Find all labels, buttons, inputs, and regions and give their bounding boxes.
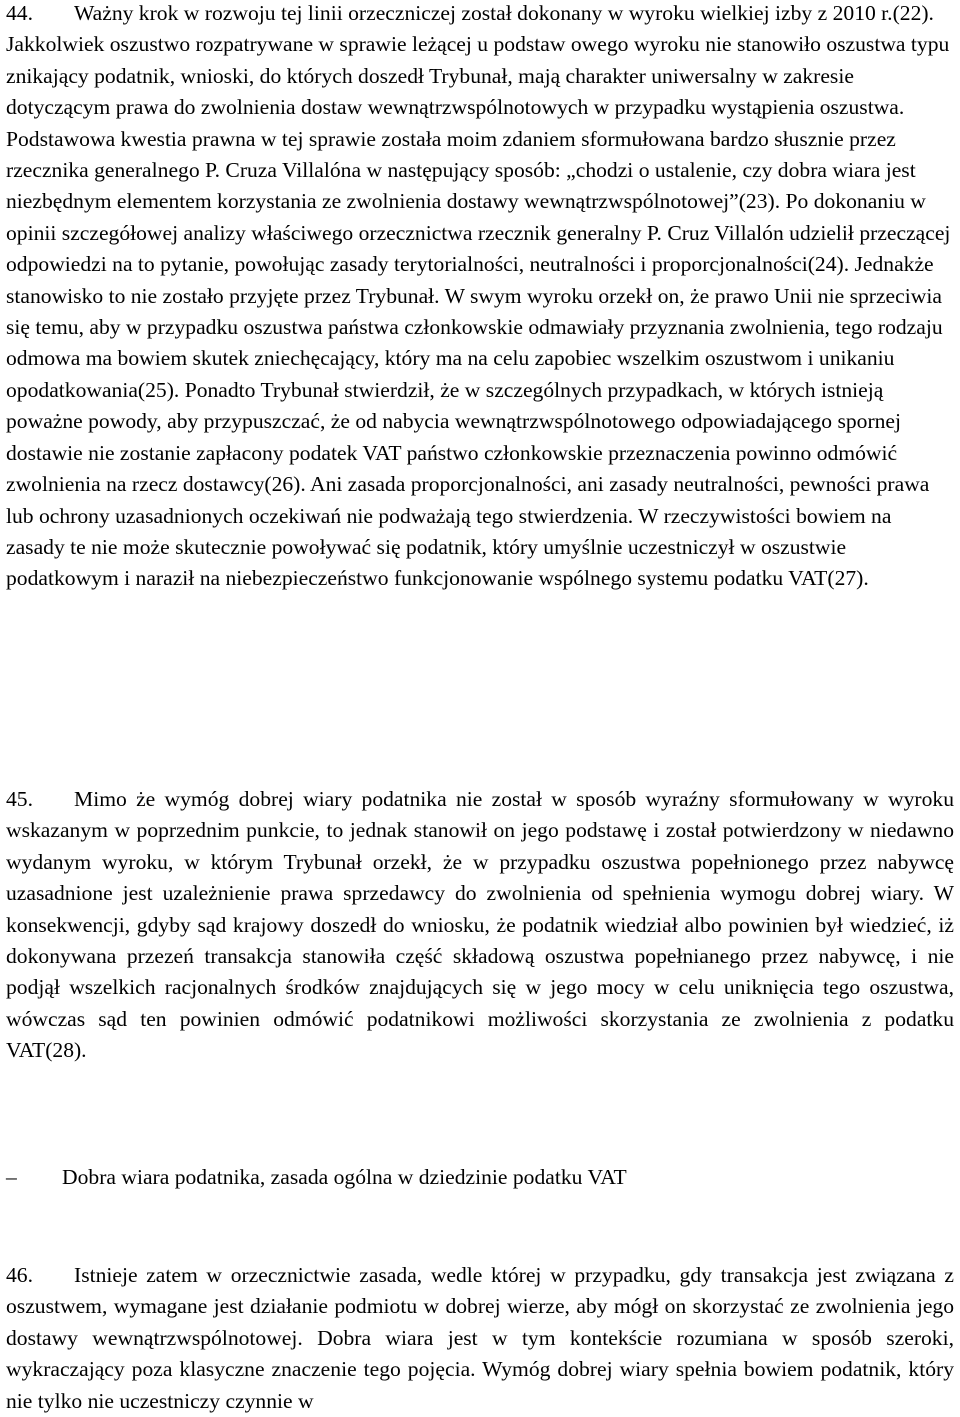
- paragraph-text: Istnieje zatem w orzecznictwie zasada, wedle której w przypadku, gdy transakcja jest związana z oszustwem, wymagane jest działanie podmiotu w dobrej wierze, aby mógł on skorzystać ze zwolnienia jego dostawy wewnątrzwspólnotowej. Dobra wiara jest w tym kontekście rozumiana w sposób szeroki, wykraczający poza klasyczne znaczenie tego pojęcia. Wymóg dobrej wiary spełnia bowiem podatnik, który nie tylko nie uczestniczy czynnie w: [6, 1263, 954, 1413]
- paragraph-number: 45.: [6, 787, 33, 811]
- paragraph-text: Mimo że wymóg dobrej wiary podatnika nie został w sposób wyraźny sformułowany w wyroku wskazanym w poprzednim punkcie, to jednak stanowił on jego podstawę i został potwierdzony w niedawno wydanym wyroku, w którym Trybunał orzekł, że w przypadku oszustwa popełnionego przez nabywcę uzasadnione jest uzależnienie prawa sprzedawcy do zwolnienia od spełnienia wymogu dobrej wiary. W konsekwencji, gdyby sąd krajowy doszedł do wniosku, że podatnik wiedział albo powinien był wiedzieć, iż dokonywana przezeń transakcja stanowiła część składową oszustwa popełnianego przez nabywcę, i nie podjął wszelkich racjonalnych środków znajdujących się w jego mocy w celu uniknięcia tego oszustwa, wówczas sąd ten powinien odmówić podatnikowi możliwości skorzystania ze zwolnienia z podatku VAT(28).: [6, 787, 954, 1063]
- paragraph-number: 46.: [6, 1263, 33, 1287]
- heading-dash: –: [6, 1165, 17, 1189]
- paragraph-45: [6, 784, 954, 1067]
- paragraph-text: Ważny krok w rozwoju tej linii orzeczniczej został dokonany w wyroku wielkiej izby z 2010 r.(22). Jakkolwiek oszustwo rozpatrywane w sprawie leżącej u podstaw owego wyroku nie stanowiło oszustwa typu znikający podatnik, wnioski, do których doszedł Trybunał, mają charakter uniwersalny w zakresie dotyczącym prawa do zwolnienia dostaw wewnątrzwspólnotowych w przypadku wystąpienia oszustwa. Podstawowa kwestia prawna w tej sprawie została moim zdaniem sformułowana bardzo słusznie przez rzecznika generalnego P. Cruza Villalóna w następujący sposób: „chodzi o ustalenie, czy dobra wiara jest niezbędnym elementem korzystania ze zwolnienia dostawy wewnątrzwspólnotowej”(23). Po dokonaniu w opinii szczegółowej analizy właściwego orzecznictwa rzecznik generalny P. Cruz Villalón udzielił przeczącej odpowiedzi na to pytanie, powołując zasady terytorialności, neutralności i proporcjonalności(24). Jednakże stanowisko to nie zostało przyjęte przez Trybunał. W swym wyroku orzekł on, że prawo Unii nie sprzeciwia się temu, aby w przypadku oszustwa państwa członkowskie odmawiały przyznania zwolnienia, tego rodzaju odmowa ma bowiem skutek zniechęcający, który ma na celu zapobiec wszelkim oszustwom i unikaniu opodatkowania(25). Ponadto Trybunał stwierdził, że w szczególnych przypadkach, w których istnieją poważne powody, aby przypuszczać, że od nabycia wewnątrzwspólnotowego odpowiadającego spornej dostawie nie zostanie zapłacony podatek VAT państwo członkowskie przeznaczenia powinno odmówić zwolnienia na rzecz dostawcy(26). Ani zasada proporcjonalności, ani zasady neutralności, pewności prawa lub ochrony uzasadnionych oczekiwań nie podważają tego stwierdzenia. W rzeczywistości bowiem na zasady te nie może skutecznie powoływać się podatnik, który umyślnie uczestniczył w oszustwie podatkowym i naraził na niebezpieczeństwo funkcjonowanie wspólnego systemu podatku VAT(27).: [6, 1, 951, 591]
- paragraph-number: 44.: [6, 1, 33, 25]
- paragraph-46: [6, 1260, 954, 1417]
- heading-text: Dobra wiara podatnika, zasada ogólna w dziedzinie podatku VAT: [62, 1165, 627, 1189]
- section-heading: [6, 1162, 954, 1193]
- paragraph-44: [6, 0, 954, 595]
